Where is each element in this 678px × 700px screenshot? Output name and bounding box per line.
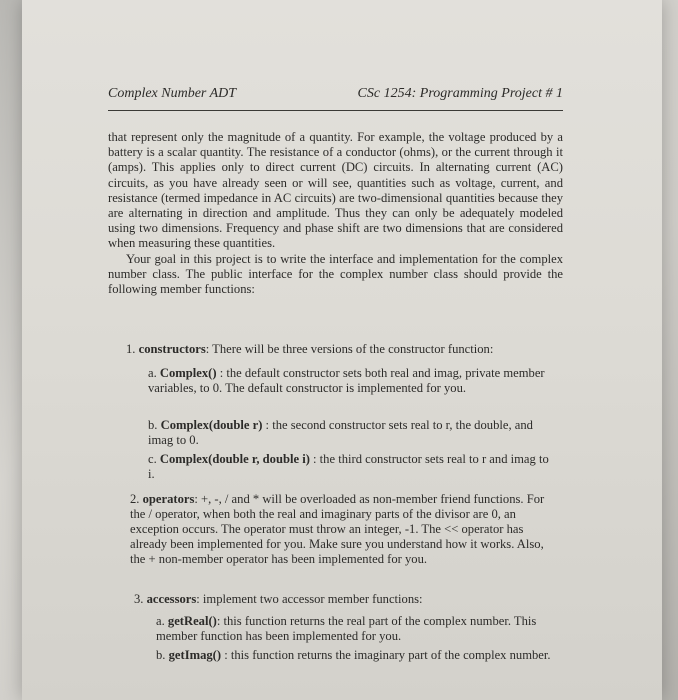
item-letter: b. xyxy=(156,648,166,662)
paragraph: that represent only the magnitude of a quantity. For example, the voltage produced by a battery is a scalar quantity. The resistance of a conductor (ohms), or the current through it (amps). This applies only to direct current (DC) circuits. In alternating current (AC) circuits, as you have already seen or will see, quantities such as voltage, current, and resistance (termed impedance in AC circuits) are two-dimensional quantities because they are alternating in direction and amplitude. Thus they can only be adequately modeled using two dimensions. Frequency and phase shift are two dimensions that are considered when measuring these quantities. xyxy=(108,130,563,251)
item-number: 1. xyxy=(126,342,136,356)
item-letter: a. xyxy=(148,366,157,380)
list-item xyxy=(156,614,551,644)
header-title: Complex Number ADT xyxy=(108,86,237,101)
item-letter: b. xyxy=(148,418,158,432)
item-text: : the default constructor sets both real and imag, private member variables, to 0. The default constructor is implemented for you. xyxy=(148,366,545,395)
body-text xyxy=(108,130,563,297)
item-number: 3. xyxy=(134,592,144,606)
list-item xyxy=(126,342,563,357)
item-signature: getReal() xyxy=(167,614,217,628)
item-label: constructors xyxy=(138,342,206,356)
item-text: : the third constructor sets real to r and imag to i. xyxy=(148,452,549,481)
item-letter: c. xyxy=(148,452,157,466)
list-item xyxy=(148,452,558,482)
item-text: : +, -, / and * will be overloaded as non-member friend functions. For the / operator, when both the real and imaginary parts of the divisor are 0, an exception occurs. The operator must throw an integer, -1. The << operator has already been implemented for you. Make sure you understand how it works. Also, the + non-member operator has been implemented for you. xyxy=(130,492,545,566)
list-item xyxy=(130,492,560,567)
item-text: : this function returns the real part of the complex number. This member function has been implemented for you. xyxy=(156,614,537,643)
list-item xyxy=(156,648,551,663)
item-signature: Complex(double r) xyxy=(160,418,263,432)
list-item xyxy=(134,592,554,607)
header-course: CSc 1254: Programming Project # 1 xyxy=(357,86,563,101)
item-signature: Complex() xyxy=(159,366,217,380)
paragraph: Your goal in this project is to write the interface and implementation for the complex number class. The public interface for the complex number class should provide the following member functions: xyxy=(108,251,563,297)
item-number: 2. xyxy=(130,492,140,506)
item-signature: getImag() xyxy=(168,648,222,662)
item-text: : implement two accessor member functions: xyxy=(196,592,423,606)
item-signature: Complex(double r, double i) xyxy=(159,452,310,466)
item-label: operators xyxy=(142,492,195,506)
item-text: : There will be three versions of the constructor function: xyxy=(205,342,494,356)
list-item xyxy=(148,366,558,396)
list-item xyxy=(148,418,558,448)
item-text: : the second constructor sets real to r, the double, and imag to 0. xyxy=(148,418,533,447)
item-text: : this function returns the imaginary part of the complex number. xyxy=(221,648,551,662)
page-header xyxy=(108,86,563,111)
item-label: accessors xyxy=(146,592,197,606)
item-letter: a. xyxy=(156,614,165,628)
